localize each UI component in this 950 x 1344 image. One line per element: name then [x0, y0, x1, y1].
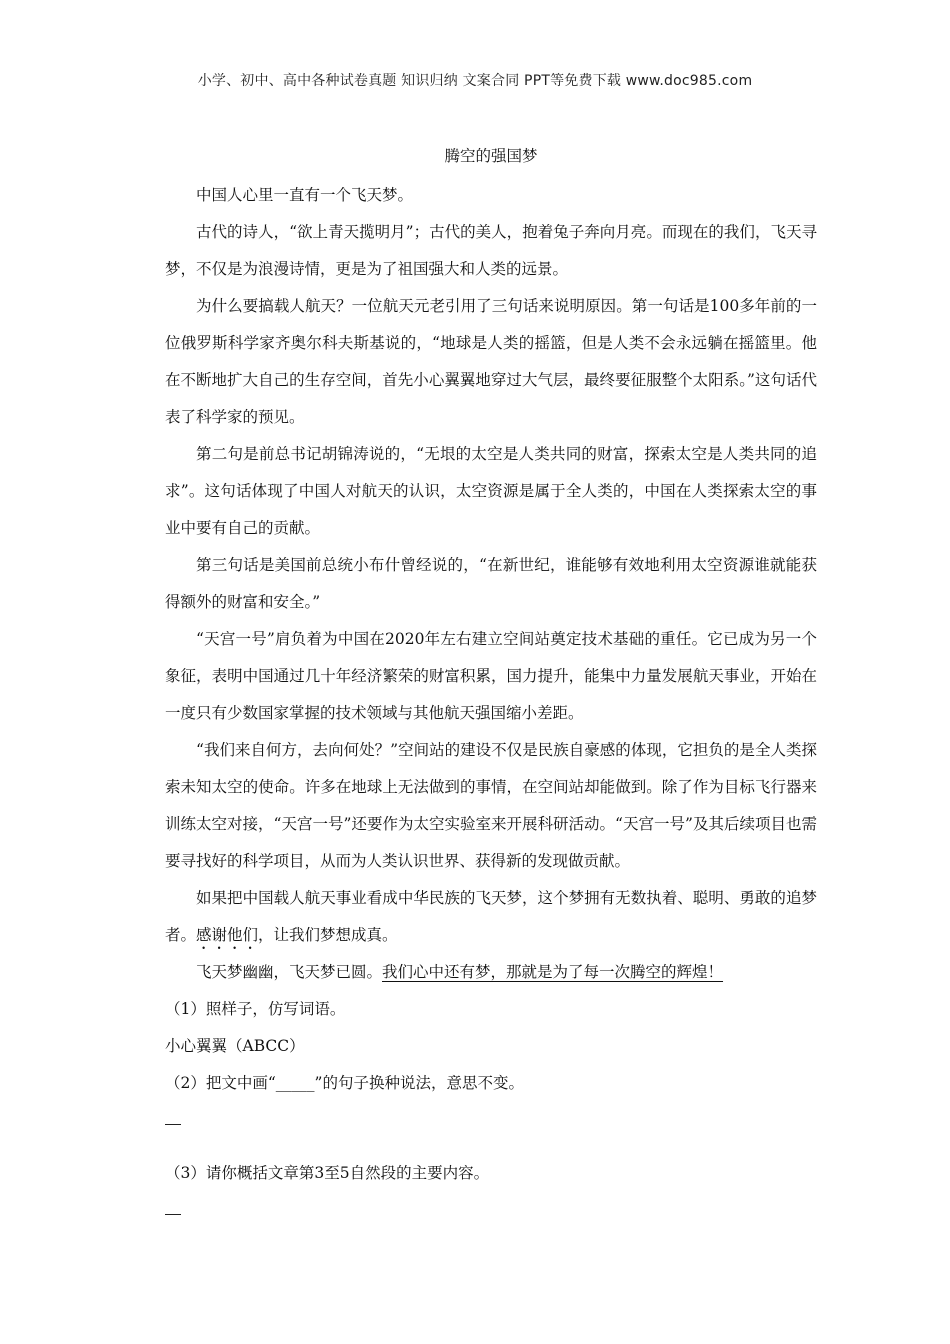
- paragraph-4: 第二句是前总书记胡锦涛说的，“无垠的太空是人类共同的财富，探索太空是人类共同的追求”。这句话体现了中国人对航天的认识，太空资源是属于全人类的，中国在人类探索太空的事业中要有自己的贡献。: [165, 445, 817, 537]
- paragraph-9: [165, 954, 817, 991]
- paragraph-8: [165, 880, 817, 954]
- question-1-example: 小心翼翼（ABCC）: [165, 1037, 305, 1055]
- paragraph-1: 中国人心里一直有一个飞天梦。: [196, 186, 414, 204]
- paragraph-9-text: 飞天梦幽幽，飞天梦已圆。: [196, 963, 383, 981]
- answer-line-3[interactable]: [165, 1214, 181, 1215]
- answer-line-2[interactable]: [165, 1124, 181, 1125]
- paragraph-2: 古代的诗人，“欲上青天揽明月”；古代的美人，抱着兔子奔向月亮。而现在的我们，飞天寻梦，不仅是为浪漫诗情，更是为了祖国强大和人类的远景。: [165, 223, 817, 278]
- paragraph-8-text: 如果把中国载人航天事业看成中华民族的飞天梦，这个梦拥有无数执着、聪明、勇敢的追梦者。: [165, 889, 817, 944]
- underlined-sentence: 我们心中还有梦，那就是为了每一次腾空的辉煌！: [382, 963, 724, 981]
- question-2-tail: ”的句子换种说法，意思不变。: [314, 1074, 524, 1092]
- article-body: [165, 143, 817, 1245]
- question-3: （3）请你概括文章第3至5自然段的主要内容。: [165, 1164, 490, 1182]
- dotted-phrase: 感谢他们: [196, 926, 259, 944]
- paragraph-3: 为什么要搞载人航天？一位航天元老引用了三句话来说明原因。第一句话是100多年前的一位俄罗斯科学家齐奥尔科夫斯基说的，“地球是人类的摇篮，但是人类不会永远躺在摇篮里。他在不断地扩大自己的生存空间，首先小心翼翼地穿过大气层，最终要征服整个太阳系。”这句话代表了科学家的预见。: [165, 297, 817, 426]
- page-header: 小学、初中、高中各种试卷真题 知识归纳 文案合同 PPT等免费下载 www.doc985.com: [197, 73, 753, 89]
- article-title: 腾空的强国梦: [444, 147, 538, 165]
- question-2: [165, 1065, 817, 1102]
- paragraph-7: “我们来自何方，去向何处？”空间站的建设不仅是民族自豪感的体现，它担负的是全人类探索未知太空的使命。许多在地球上无法做到的事情，在空间站却能做到。除了作为目标飞行器来训练太空对接，“天宫一号”还要作为太空实验室来开展科研活动。“天宫一号”及其后续项目也需要寻找好的科学项目，从而为人类认识世界、获得新的发现做贡献。: [165, 741, 817, 870]
- question-2-text: （2）把文中画“: [165, 1074, 276, 1092]
- question-2-blank: _____: [275, 1074, 315, 1092]
- paragraph-6: “天宫一号”肩负着为中国在2020年左右建立空间站奠定技术基础的重任。它已成为另一个象征，表明中国通过几十年经济繁荣的财富积累，国力提升，能集中力量发展航天事业，开始在一度只有少数国家掌握的技术领域与其他航天强国缩小差距。: [165, 630, 817, 722]
- question-1: （1）照样子，仿写词语。: [165, 1000, 346, 1018]
- paragraph-5: 第三句话是美国前总统小布什曾经说的，“在新世纪，谁能够有效地利用太空资源谁就能获得额外的财富和安全。”: [165, 556, 817, 611]
- paragraph-8-tail: ，让我们梦想成真。: [258, 926, 398, 944]
